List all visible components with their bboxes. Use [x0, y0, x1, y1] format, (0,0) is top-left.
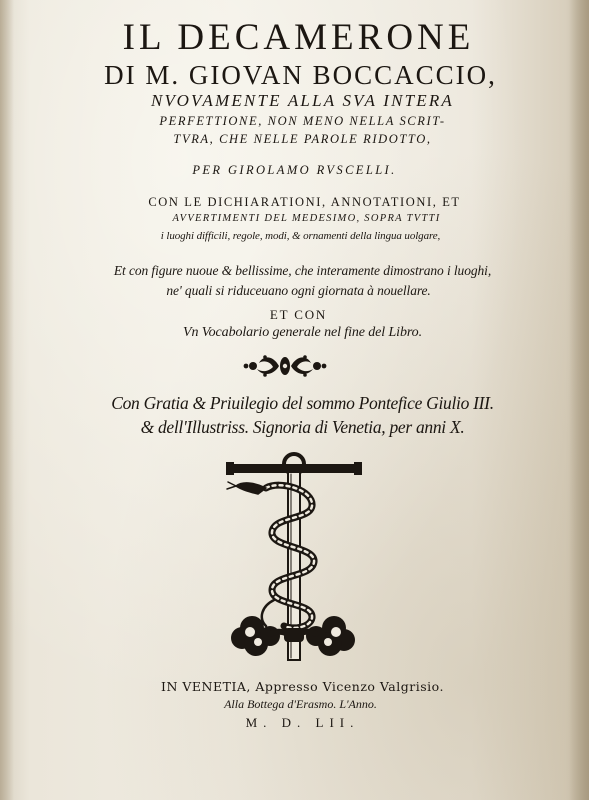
figures-line-2: ne' quali si riduceuano ogni giornata à nouellare.	[166, 283, 431, 298]
subtitle-line-1: NVOVAMENTE ALLA SVA INTERA	[150, 91, 455, 110]
imprint-shop: Alla Bottega d'Erasmo. L'Anno.	[224, 697, 377, 711]
subtitle-line-3: TVRA, CHE NELLE PAROLE RIDOTTO,	[173, 132, 432, 146]
floral-fleuron-icon	[243, 351, 327, 381]
subtitle-line-2: PERFETTIONE, NON MENO NELLA SCRIT-	[159, 114, 446, 128]
contents-line-1: CON LE DICHIARATIONI, ANNOTATIONI, ET	[148, 195, 461, 209]
editor-line: PER GIROLAMO RVSCELLI.	[192, 163, 397, 177]
printers-mark-serpent-tau-icon	[222, 450, 366, 672]
vocabulary-line: Vn Vocabolario generale nel fine del Libro.	[183, 325, 422, 340]
imprint-year: M. D. LII.	[245, 715, 360, 730]
privilege-line-2: & dell'Illustriss. Signoria di Venetia, per anni X.	[140, 417, 465, 437]
et-con-line: ET CON	[269, 307, 328, 322]
author-line: DI M. GIOVAN BOCCACCIO,	[104, 60, 497, 90]
imprint-place-publisher: IN VENETIA, Appresso Vicenzo Valgrisio.	[161, 679, 444, 694]
book-title: IL DECAMERONE	[122, 17, 475, 58]
figures-line-1: Et con figure nuoue & bellissime, che interamente dimostrano i luoghi,	[113, 263, 492, 278]
contents-line-3: i luoghi difficili, regole, modi, & ornamenti della lingua uolgare,	[160, 230, 441, 242]
privilege-line-1: Con Gratia & Priuilegio del sommo Pontefice Giulio III.	[111, 393, 494, 413]
contents-line-2: AVVERTIMENTI DEL MEDESIMO, SOPRA TVTTI	[172, 213, 441, 224]
